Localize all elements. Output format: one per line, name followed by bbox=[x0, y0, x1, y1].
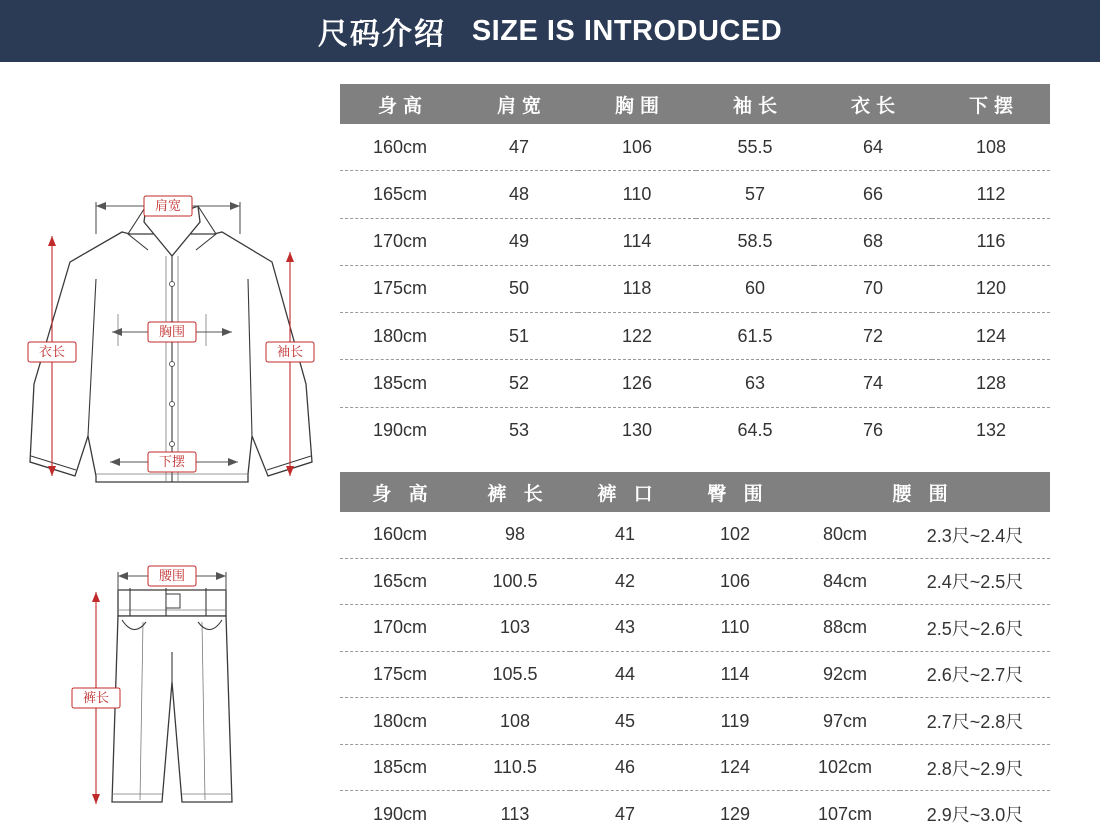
table-row bbox=[340, 558, 1050, 605]
cell: 84cm bbox=[790, 558, 900, 605]
cell: 160cm bbox=[340, 124, 460, 171]
cell: 190cm bbox=[372, 803, 428, 824]
cell: 58.5 bbox=[696, 218, 814, 265]
cell: 185cm bbox=[340, 744, 460, 791]
cell: 106 bbox=[680, 558, 790, 605]
page-title-en: SIZE IS INTRODUCED bbox=[471, 14, 783, 47]
column-header: 肩宽 bbox=[460, 84, 578, 124]
table-row bbox=[340, 218, 1050, 265]
cell: 180cm bbox=[340, 698, 460, 745]
cell: 80cm bbox=[790, 512, 900, 558]
cell: 88cm bbox=[790, 605, 900, 652]
shirt-label-sleeve: 袖长 bbox=[276, 344, 304, 359]
cell: 103 bbox=[460, 605, 570, 652]
cell: 2.8尺~2.9尺 bbox=[900, 744, 1050, 791]
cell: 47 bbox=[460, 124, 578, 171]
cell: 98 bbox=[460, 512, 570, 558]
cell: 185cm bbox=[340, 360, 460, 407]
cell: 61.5 bbox=[696, 313, 814, 360]
cell: 53 bbox=[508, 420, 530, 441]
table-row bbox=[340, 171, 1050, 218]
cell: 70 bbox=[814, 265, 932, 312]
table-row bbox=[340, 313, 1050, 360]
column-header: 下摆 bbox=[932, 84, 1050, 124]
cell: 57 bbox=[696, 171, 814, 218]
shirt-label-chest: 胸围 bbox=[158, 324, 186, 339]
cell: 165cm bbox=[340, 171, 460, 218]
table-row bbox=[340, 698, 1050, 745]
cell: 108 bbox=[932, 124, 1050, 171]
cell: 63 bbox=[696, 360, 814, 407]
table-row bbox=[340, 744, 1050, 791]
cell: 2.5尺~2.6尺 bbox=[900, 605, 1050, 652]
column-header: 裤 口 bbox=[570, 472, 680, 512]
column-header: 身高 bbox=[340, 84, 460, 124]
table-row bbox=[340, 124, 1050, 171]
cell: 132 bbox=[975, 420, 1007, 441]
cell: 52 bbox=[460, 360, 578, 407]
column-header: 胸围 bbox=[578, 84, 696, 124]
shirt-section bbox=[0, 84, 1050, 469]
cell: 102cm bbox=[790, 744, 900, 791]
cell: 44 bbox=[570, 651, 680, 698]
page-header bbox=[0, 0, 1100, 62]
cell: 51 bbox=[460, 313, 578, 360]
cell: 126 bbox=[578, 360, 696, 407]
cell: 105.5 bbox=[460, 651, 570, 698]
pants-label-length: 裤长 bbox=[82, 690, 110, 705]
cell: 110 bbox=[578, 171, 696, 218]
cell: 175cm bbox=[340, 651, 460, 698]
cell: 2.9尺~3.0尺 bbox=[926, 805, 1024, 826]
cell: 68 bbox=[814, 218, 932, 265]
cell: 120 bbox=[932, 265, 1050, 312]
column-header: 腰 围 bbox=[790, 472, 1050, 512]
cell: 110 bbox=[680, 605, 790, 652]
shirt-label-shoulder: 肩宽 bbox=[154, 198, 182, 213]
cell: 66 bbox=[814, 171, 932, 218]
table-row bbox=[340, 360, 1050, 407]
cell: 122 bbox=[578, 313, 696, 360]
cell: 41 bbox=[570, 512, 680, 558]
cell: 107cm bbox=[817, 803, 873, 824]
cell: 49 bbox=[460, 218, 578, 265]
shirt-size-table bbox=[340, 84, 1050, 454]
cell: 2.4尺~2.5尺 bbox=[900, 558, 1050, 605]
cell: 60 bbox=[696, 265, 814, 312]
cell: 170cm bbox=[340, 605, 460, 652]
column-header: 衣长 bbox=[814, 84, 932, 124]
cell: 118 bbox=[578, 265, 696, 312]
table-row bbox=[340, 512, 1050, 558]
cell: 55.5 bbox=[696, 124, 814, 171]
table-row bbox=[340, 407, 1050, 454]
cell: 100.5 bbox=[460, 558, 570, 605]
cell: 124 bbox=[932, 313, 1050, 360]
pants-label-waist: 腰围 bbox=[158, 568, 186, 583]
cell: 46 bbox=[570, 744, 680, 791]
cell: 76 bbox=[862, 420, 884, 441]
cell: 112 bbox=[932, 171, 1050, 218]
page-content bbox=[0, 62, 1100, 837]
cell: 110.5 bbox=[460, 744, 570, 791]
pants-section bbox=[0, 472, 1050, 837]
cell: 45 bbox=[570, 698, 680, 745]
cell: 116 bbox=[932, 218, 1050, 265]
cell: 180cm bbox=[340, 313, 460, 360]
cell: 74 bbox=[814, 360, 932, 407]
column-header: 裤 长 bbox=[460, 472, 570, 512]
cell: 128 bbox=[932, 360, 1050, 407]
cell: 48 bbox=[460, 171, 578, 218]
page-title-cn: 尺码介绍 bbox=[317, 18, 446, 51]
cell: 114 bbox=[578, 218, 696, 265]
cell: 50 bbox=[460, 265, 578, 312]
table-row bbox=[340, 605, 1050, 652]
column-header: 袖长 bbox=[696, 84, 814, 124]
table-header-row bbox=[340, 472, 1050, 512]
pants-size-table bbox=[340, 472, 1050, 837]
cell: 97cm bbox=[790, 698, 900, 745]
cell: 64 bbox=[814, 124, 932, 171]
cell: 106 bbox=[578, 124, 696, 171]
cell: 72 bbox=[814, 313, 932, 360]
cell: 2.7尺~2.8尺 bbox=[900, 698, 1050, 745]
cell: 114 bbox=[680, 651, 790, 698]
cell: 119 bbox=[680, 698, 790, 745]
column-header: 身 高 bbox=[340, 472, 460, 512]
cell: 92cm bbox=[790, 651, 900, 698]
cell: 190cm bbox=[372, 420, 428, 441]
cell: 124 bbox=[680, 744, 790, 791]
table-row bbox=[340, 791, 1050, 837]
cell: 130 bbox=[621, 420, 653, 441]
column-header: 臀 围 bbox=[680, 472, 790, 512]
cell: 43 bbox=[570, 605, 680, 652]
cell: 47 bbox=[614, 803, 636, 824]
cell: 102 bbox=[680, 512, 790, 558]
cell: 2.6尺~2.7尺 bbox=[900, 651, 1050, 698]
cell: 129 bbox=[719, 803, 751, 824]
cell: 175cm bbox=[340, 265, 460, 312]
shirt-diagram bbox=[0, 84, 340, 469]
cell: 64.5 bbox=[737, 420, 773, 441]
cell: 42 bbox=[570, 558, 680, 605]
cell: 165cm bbox=[340, 558, 460, 605]
table-header-row bbox=[340, 84, 1050, 124]
pants-diagram bbox=[0, 472, 340, 837]
shirt-label-length: 衣长 bbox=[38, 344, 66, 359]
cell: 108 bbox=[460, 698, 570, 745]
shirt-label-hem: 下摆 bbox=[158, 454, 186, 469]
cell: 160cm bbox=[340, 512, 460, 558]
cell: 113 bbox=[500, 803, 530, 824]
table-row bbox=[340, 651, 1050, 698]
cell: 2.3尺~2.4尺 bbox=[900, 512, 1050, 558]
table-row bbox=[340, 265, 1050, 312]
cell: 170cm bbox=[340, 218, 460, 265]
